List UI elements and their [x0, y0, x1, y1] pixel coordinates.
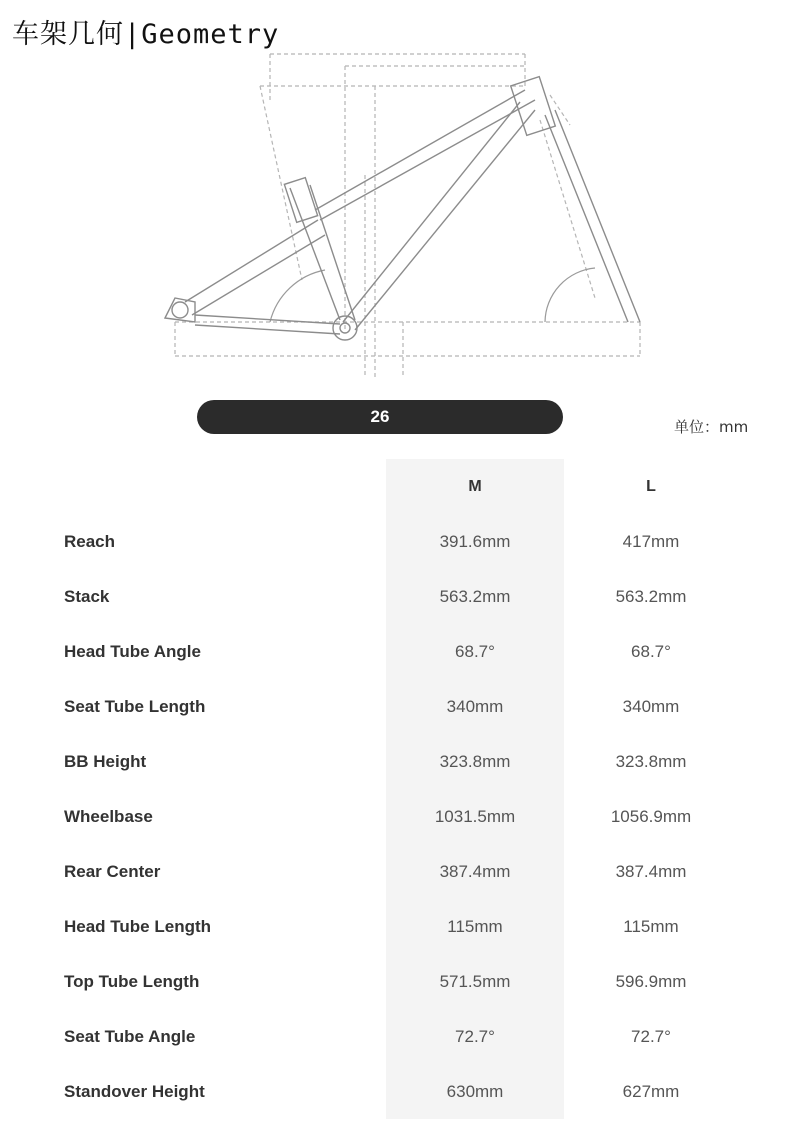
column-header-m: M — [468, 477, 482, 495]
row-value-l: 387.4mm — [615, 861, 687, 881]
row-label: Wheelbase — [64, 806, 153, 826]
row-value-l: 340mm — [622, 696, 680, 716]
row-value-l: 1056.9mm — [610, 806, 692, 826]
geometry-table — [40, 459, 738, 1119]
row-value-m: 571.5mm — [439, 971, 511, 991]
row-label: Head Tube Angle — [64, 641, 201, 661]
row-label: Stack — [64, 586, 110, 606]
row-label: Seat Tube Length — [64, 696, 206, 716]
row-value-m: 391.6mm — [439, 531, 511, 551]
row-value-m: 563.2mm — [439, 586, 511, 606]
column-header-l: L — [646, 477, 656, 495]
row-label: Top Tube Length — [64, 971, 200, 991]
row-label: Standover Height — [64, 1081, 205, 1101]
table-row — [40, 1009, 738, 1064]
table-row — [40, 624, 738, 679]
table-row — [40, 844, 738, 899]
row-value-m: 1031.5mm — [434, 806, 516, 826]
bike-frame-geometry-diagram — [150, 40, 650, 385]
row-label: Reach — [64, 531, 116, 551]
row-value-l: 563.2mm — [615, 586, 687, 606]
page-title: 车架几何|Geometry — [12, 19, 280, 50]
size-selector-pill[interactable]: 26 — [197, 400, 563, 434]
row-value-m: 387.4mm — [439, 861, 511, 881]
table-header-row — [40, 459, 738, 514]
row-value-l: 323.8mm — [615, 751, 687, 771]
table-row — [40, 569, 738, 624]
table-row — [40, 1064, 738, 1119]
row-value-l: 417mm — [622, 531, 680, 551]
row-value-m: 72.7° — [455, 1026, 495, 1046]
row-label: Seat Tube Angle — [64, 1026, 196, 1046]
row-value-m: 115mm — [447, 916, 503, 936]
table-row — [40, 679, 738, 734]
row-value-l: 115mm — [623, 916, 679, 936]
header-label-spacer — [40, 459, 386, 514]
unit-label: 单位：mm — [674, 418, 749, 436]
row-value-l: 596.9mm — [615, 971, 687, 991]
row-label: BB Height — [64, 751, 147, 771]
table-row — [40, 734, 738, 789]
table-row — [40, 899, 738, 954]
row-value-l: 68.7° — [631, 641, 671, 661]
row-value-l: 72.7° — [631, 1026, 671, 1046]
table-row — [40, 514, 738, 569]
row-value-m: 68.7° — [455, 641, 495, 661]
row-value-m: 630mm — [446, 1081, 504, 1101]
row-label: Rear Center — [64, 861, 161, 881]
table-row — [40, 954, 738, 1009]
row-label: Head Tube Length — [64, 916, 212, 936]
row-value-l: 627mm — [622, 1081, 680, 1101]
table-row — [40, 789, 738, 844]
row-value-m: 323.8mm — [439, 751, 511, 771]
row-value-m: 340mm — [446, 696, 504, 716]
